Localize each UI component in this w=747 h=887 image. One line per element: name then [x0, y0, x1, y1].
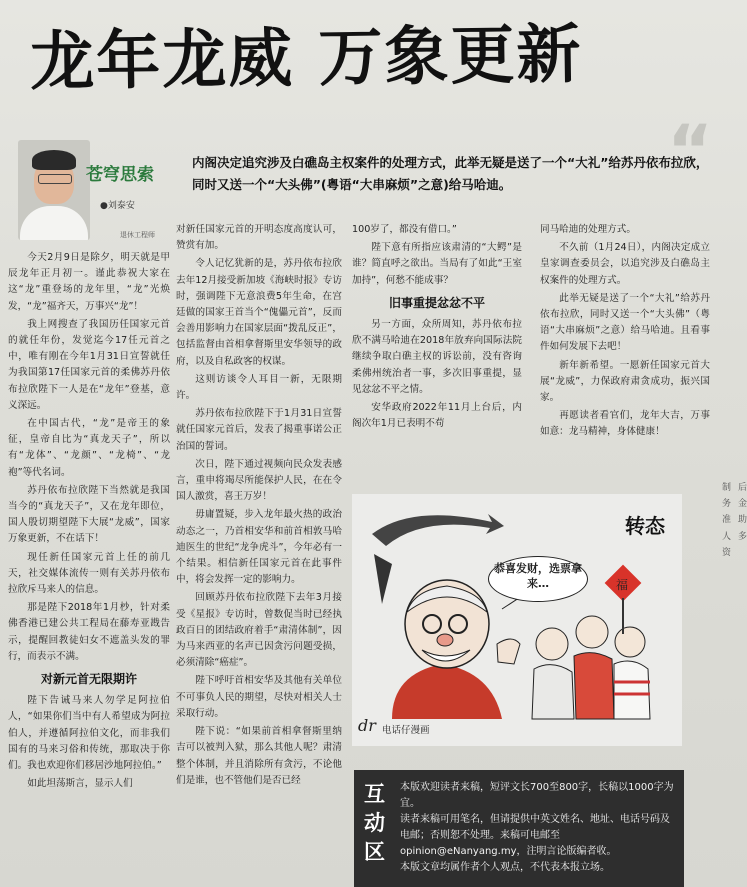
paragraph: 我上网搜查了我国历任国家元首的就任年份，发觉迄今17任元首之中，唯有刚在今年1月31日宣誓就任为我国第17任国家元首的柔佛苏丹依布拉欣陛下一人是在“龙年”登基，意义深远。	[8, 318, 170, 411]
paragraph: 这则访谈令人耳目一新，无限期许。	[176, 373, 342, 402]
lede-paragraph: 内阁决定追究涉及白礁岛主权案件的处理方式，此举无疑是送了一个“大礼”给苏丹依布拉欣，同时又送一个“大头佛”(粤语“大串麻烦”之意)给马哈迪。	[192, 155, 709, 192]
article-column-3	[352, 222, 522, 482]
paragraph: 次日，陛下通过视频向民众发表感言，重申将竭尽所能保护人民，在在令国人激赏，喜王万岁！	[176, 458, 342, 503]
headline: 龙年龙威 万象更新	[29, 18, 583, 100]
subheading: 旧事重提忿忿不平	[388, 295, 485, 310]
paragraph: 令人记忆犹新的是，苏丹依布拉欣去年12月接受新加坡《海峡时报》专访时，强调陛下无意浪费5年生命，在宫廷做的国家王首当个“傀儡元首”，反而会善用影响力在国家层面“拨乱反正”，包括监督由首相拿督斯里安华领导的政府，以及自私政客的权谋。	[176, 258, 342, 367]
paragraph: 100岁了，都没有借口。”	[352, 224, 457, 235]
paragraph: 陛下意有所指应该肃清的“大鳄”是谁？简直呼之欲出。当局有了如此“王室加持”，何愁不能成事？	[352, 242, 522, 286]
article-column-2	[176, 222, 342, 882]
paragraph: 现任新任国家元首上任的前几天，社交媒体流传一则有关苏丹依布拉欣斥马来人的信息。	[8, 551, 170, 596]
interaction-tag: 互动区	[364, 782, 385, 864]
interaction-text	[400, 780, 676, 876]
column-name: 苍穹思索	[86, 165, 154, 185]
paragraph: 不久前（1月24日），内阁决定成立皇家调查委员会，以追究涉及白礁岛主权案件的处理方式。	[540, 242, 710, 286]
bleed-through-print: “	[667, 110, 714, 192]
paragraph: 陛下告诫马来人勿学足阿拉伯人，“如果你们当中有人希望成为阿拉伯人，并遵循阿拉伯文化，而非我们国有的马来习俗和传统，那取决于你们。我也欢迎你们移居沙地阿拉伯。”	[8, 695, 170, 772]
paragraph: 陛下呼吁首相安华及其他有关单位不可事负人民的期望，尽快对相关人士采取行动。	[176, 675, 342, 719]
interaction-box	[354, 770, 684, 887]
paragraph: 那是陛下2018年1月杪，针对柔佛香港已建公共工程局在藤寿亚戡告示，提醒回教徒妇女不遮盖头发的罪行，而表示不满。	[8, 602, 170, 662]
paragraph: 安华政府2022年11月上台后，内阁次年1月已表明不苟	[352, 402, 522, 430]
author-photo	[18, 140, 90, 240]
paragraph: 回顾苏丹依布拉欣陛下去年3月接受《星报》专访时，曾数促当时已经执政百日的团结政府着手“肃清体制”，因为马来西亚的名声已因贪污问题受损，必须清除“癌症”。	[176, 592, 342, 669]
article-column-1	[8, 250, 170, 870]
info-line: 本版文章均属作者个人观点，不代表本报立场。	[400, 862, 610, 873]
author-role: 退休工程师	[120, 231, 155, 239]
paragraph: 如此坦荡斯言，显示人们	[27, 778, 133, 790]
paragraph: 毋庸置疑，步入龙年最火热的政治动态之一，乃首相安华和前首相敦马哈迪医生的世纪“龙争虎斗”，今年必有一个结果。相信新任国家元首在此事件中，将会发挥一定的影响力。	[176, 509, 342, 586]
info-line: 读者来稿可用笔名，但请提供中英文姓名、地址、电话号码及电邮；否则恕不处理。来稿可电邮至opinion@eNanyang.my，注明言论版编者收。	[400, 814, 670, 857]
adjacent-article-edge: 制 后 务 金 准 助人 多 资	[722, 483, 747, 558]
cartoon-credit: 电话仔漫画	[382, 725, 430, 736]
speech-bubble: 恭喜发财，选票拿来…	[488, 556, 588, 602]
paragraph: 同马哈迪的处理方式。	[540, 224, 636, 235]
info-line: 本版欢迎读者来稿，短评文长700至800字，长稿以1000字为宜。	[400, 782, 674, 809]
article-column-4	[540, 222, 710, 492]
paragraph: 新年新希望。一愿新任国家元首大展“龙威”，力保政府肃贪成功，振兴国家。	[540, 359, 710, 404]
author-name: ●刘泰安	[100, 201, 135, 211]
cartoonist-signature: dr	[358, 716, 376, 735]
paragraph: 陛下说：“如果前首相拿督斯里纳吉可以被判入狱，那么其他人呢？肃清整个体制，并且消除所有贪污，不论他们是谁，也不管他们是否已经	[176, 726, 342, 786]
paragraph: 今天2月9日是除夕，明天就是甲辰龙年正月初一。谨此恭祝大家在这“龙”重登场的龙年里，“龙”光焕发，“龙”福齐天，万事兴“龙”！	[8, 252, 170, 312]
paragraph: 另一方面，众所周知，苏丹依布拉欣不满马哈迪在2018年放弃向国际法院继续争取白礁主权的诉讼前，没有咨询柔佛州统治者一事，多次旧事重提，显见忿忿不平之情。	[352, 319, 522, 395]
paragraph: 再愿读者看官们，龙年大吉，万事如意：龙马精神，身体健康！	[540, 410, 710, 438]
cartoon-title: 转态	[625, 514, 665, 538]
paragraph: 苏丹依布拉欣陛下于1月31日宣誓就任国家元首后，发表了揭重事诺公正治国的誓词。	[176, 408, 342, 452]
subheading: 对新元首无限期许	[40, 672, 137, 687]
paragraph: 在中国古代，“龙”是帝王的象征，皇帝自比为“真龙天子”，所以有“龙体”、“龙颜”、“龙椅”、“龙袍”等代名词。	[8, 418, 170, 478]
sign-text: 福	[616, 578, 629, 592]
paragraph: 此举无疑是送了一个“大礼”给苏丹依布拉欣，同时又送一个“大头佛”（粤语“大串麻烦”之意）给马哈迪。且看事件如何发展下去吧！	[540, 292, 710, 353]
paragraph: 苏丹依布拉欣陛下当然就是我国当今的“真龙天子”，又在龙年即位，国人殷切期望陛下大展“龙威”，国家万象更新，不在话下！	[8, 484, 170, 545]
paragraph: 对新任国家元首的开明态度高度认可，赞赏有加。	[176, 224, 342, 252]
